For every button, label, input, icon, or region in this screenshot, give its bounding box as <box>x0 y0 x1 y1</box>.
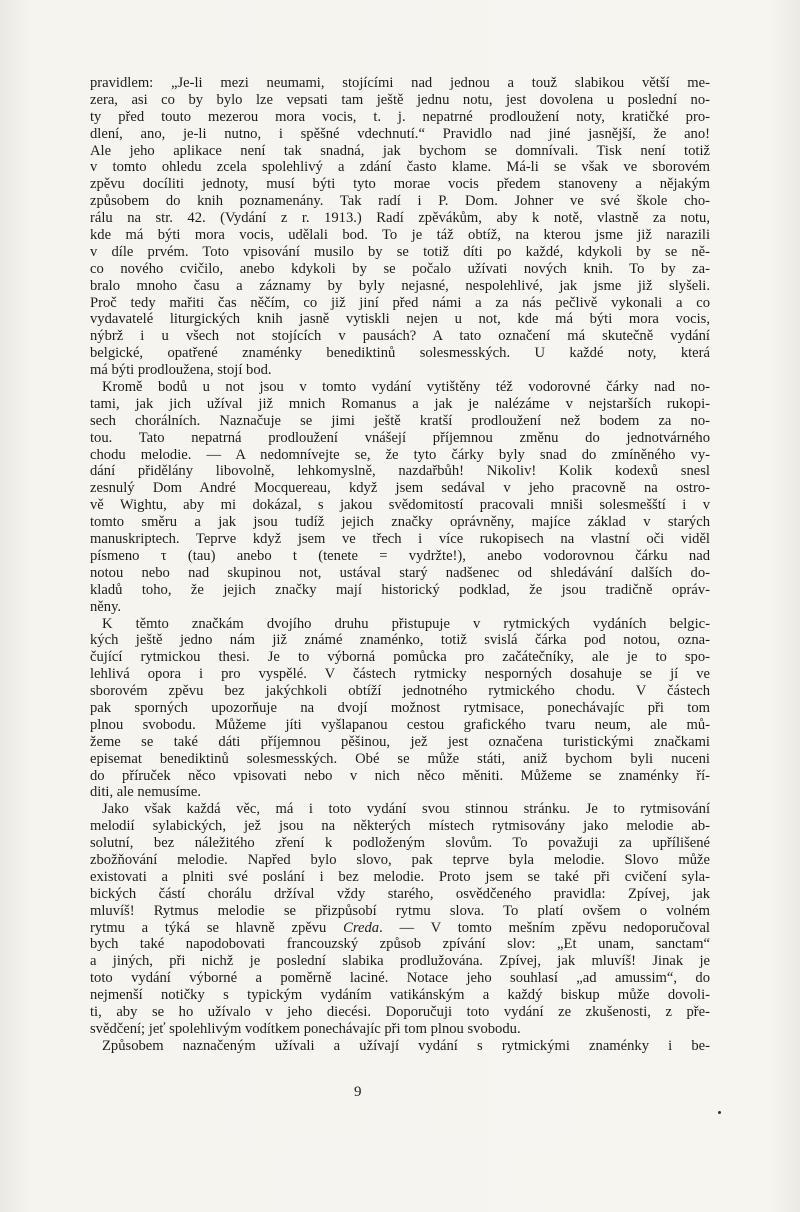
text-line: Způsobem naznačeným užívali a užívají vydání s rytmickými znaménky i be- <box>102 1037 710 1054</box>
text-line: existovati a plniti své poslání i bez melodie. Proto jsem se také při cvičení syla- <box>90 868 710 885</box>
text-line: K těmto značkám dvojího druhu přistupuje v rytmických vydáních belgic- <box>102 615 710 632</box>
text-line: zpěvu docíliti jednoty, musí býti tyto morae vocis předem stanoveny a nějakým <box>90 176 710 193</box>
text-line: tomto směru a jak jsou tudíž jejich značky oprávněny, majíce základ v starých <box>90 514 710 531</box>
text-line: sborovém zpěvu bez jakýchkoli obtíží jednotného rytmického chodu. V částech <box>90 683 710 700</box>
text-line: a jiných, při nichž je poslední slabika prodlužována. Zpívej, jak mluvíš! Jinak je <box>90 953 710 970</box>
text-line: plnou svobodu. Můžeme jíti vyšlapanou cestou grafického tvaru neum, ale mů- <box>90 716 710 733</box>
text-line: Jako však každá věc, má i toto vydání svou stinnou stránku. Je to rytmisování <box>102 801 710 818</box>
text-segment: rytmu a týká se hlavně zpěvu <box>90 919 344 936</box>
text-line: něny. <box>90 598 122 615</box>
text-line: svědčení; jeť spolehlivým vodítkem ponechávajíc při tom plnou svobodu. <box>90 1020 521 1037</box>
text-line: způsobem do knih poznamenány. Tak radí i P. Dom. Johner ve své škole cho- <box>90 193 710 210</box>
text-line: bych také napodobovati francouzský způsob zpívání slov: „Et unam, sanctam“ <box>90 936 710 953</box>
text-segment: . — V tomto mešním zpěvu nedoporučoval <box>379 919 710 936</box>
text-line: zesnulý Dom André Mocquereau, když jsem sedával v jeho pracovně na ostro- <box>90 480 710 497</box>
text-line: Ale jeho aplikace není tak snadná, jak bychom se domnívali. Tisk není totiž <box>90 142 710 159</box>
text-line: do příruček něco vpisovati nebo v nich něco měniti. Můžeme se znaménky ří- <box>90 767 710 784</box>
text-line: belgické, opatřené znaménky benediktinů solesmesských. U každé noty, která <box>90 345 710 362</box>
text-line: nýbrž i u všech not stojících v pausách? A tato označení má skutečně vydání <box>90 328 710 345</box>
text-line: lehlivá opora i pro vyspělé. V částech rytmicky nesporných dosahuje se jí ve <box>90 666 710 683</box>
text-line: episemat benediktinů solesmesských. Obé se může státi, aniž bychom byli nuceni <box>90 750 710 767</box>
text-line: Proč tedy mařiti čas něčím, co již jiní před námi a za nás pečlivě vykonali a co <box>90 294 710 311</box>
text-line: co nového cvičilo, anebo kdykoli by se počalo užívati nových knih. To by za- <box>90 260 710 277</box>
text-line: melodií sylabických, jež jsou na některých místech rytmisovány jako melodie ab- <box>90 818 710 835</box>
text-line: chodu melodie. — A nedomnívejte se, že tyto čárky byly snad do zmíněného vy- <box>90 446 710 463</box>
text-line: bických částí chorálu držíval vždy starého, osvědčeného pravidla: Zpívej, jak <box>90 885 710 902</box>
text-line: ty před touto mezerou mora vocis, t. j. nepatrné prodloužení noty, kratičké pro- <box>90 108 710 125</box>
text-line: notou nebo nad skupinou not, ustával starý nadšenec od shledávání dalších do- <box>90 564 710 581</box>
text-line: vydavatelé liturgických knih jasně vytiskli nejen u not, kde má býti mora vocis, <box>90 311 710 328</box>
text-line: žeme se také dáti příjemnou pěšinou, jež jest označena turistickými značkami <box>90 733 710 750</box>
text-line: zbožňování melodie. Napřed bylo slovo, pak teprve byla melodie. Slovo může <box>90 851 710 868</box>
text-line: zera, asi co by bylo lze vepsati tam ještě jednu notu, jest dovolena u poslední no- <box>90 91 710 108</box>
text-line: dlení, ano, je-li nutno, i spěšné vdechnutí.“ Pravidlo nad jiné jasnější, že ano! <box>90 125 710 142</box>
text-line: diti, ale nemusíme. <box>90 784 202 801</box>
text-line: vě Wightu, aby mi dokázal, s jakou svědomitostí pracovali mniši solesmešští i v <box>90 497 710 514</box>
body-text <box>90 75 710 1055</box>
text-line: dání přidělány libovolně, lehkomyslně, nazdařbůh! Nikoliv! Kolik kodexů snesl <box>90 463 710 480</box>
text-line: ti, aby se ho užívalo v jeho diecési. Doporučuji toto vydání ze zkušenosti, z pře- <box>90 1003 710 1020</box>
text-line: písmeno τ (tau) anebo t (tenete = vydržte!), anebo vodorovnou čárku nad <box>90 547 710 564</box>
text-line: kladů toho, že jejich značky mají historický podklad, že jsou tradičně opráv- <box>90 581 710 598</box>
text-line: kde má býti mora vocis, udělali bod. To je táž obtíž, na kterou jsme již narazili <box>90 227 710 244</box>
text-line: má býti prodloužena, stojí bod. <box>90 362 272 379</box>
text-line: toto vydání výborné a poměrně laciné. Notace jeho souhlasí „ad amussim“, do <box>90 970 710 987</box>
text-line: nejmenší notičky s typickým vydáním vatikánským a každý biskup může dovoli- <box>90 987 710 1004</box>
page-number: 9 <box>354 1084 362 1100</box>
text-line: v díle prvém. Toto vpisování musilo by se totiž díti po každé, kdykoli by se ně- <box>90 243 710 260</box>
text-line: bralo mnoho času a záznamy by byly nejasné, nespolehlivé, jak jsme již slyšeli. <box>90 277 710 294</box>
text-line: Kromě bodů u not jsou v tomto vydání vytištěny též vodorovné čárky nad no- <box>102 379 710 396</box>
text-line: tou. Tato nepatrná prodloužení vnášejí příjemnou změnu do jednotvárného <box>90 429 710 446</box>
text-line: solutní, bez náležitého zření k podloženým slovům. To považuji za upřílišené <box>90 835 710 852</box>
text-line: kých ještě jedno nám již známé znaménko, totiž svislá čárka pod notou, ozna- <box>90 632 710 649</box>
text-line: pak sporných upozorňuje na dvojí možnost rytmisace, ponechávajíc při tom <box>90 699 710 716</box>
text-line: rálu na str. 42. (Vydání z r. 1913.) Radí zpěvákům, aby k notě, vlastně za notu, <box>90 210 710 227</box>
text-line: tami, jak jich užíval již mnich Romanus a jak je nalézáme v nejstarších rukopi- <box>90 395 710 412</box>
text-line: manuskriptech. Teprve když jsem ve třech i více rukopisech na vlastní oči viděl <box>90 531 710 548</box>
paper-speck <box>718 1111 721 1114</box>
text-line: pravidlem: „Je-li mezi neumami, stojícími nad jednou a touž slabikou větší me- <box>90 75 710 91</box>
text-line: v tomto ohledu zcela spolehlivý a zdání často klame. Má-li se však ve sborovém <box>90 159 710 176</box>
italic-term: Creda <box>343 919 380 936</box>
text-line: čující rytmickou thesi. Je to výborná pomůcka pro začátečníky, ale je to spo- <box>90 649 710 666</box>
text-line <box>90 920 710 937</box>
text-line: sech chorálních. Naznačuje se jimi ještě kratší prodloužení než bodem za no- <box>90 412 710 429</box>
text-line: mluvíš! Rytmus melodie se přizpůsobí rytmu slova. To platí ovšem o volném <box>90 902 710 919</box>
